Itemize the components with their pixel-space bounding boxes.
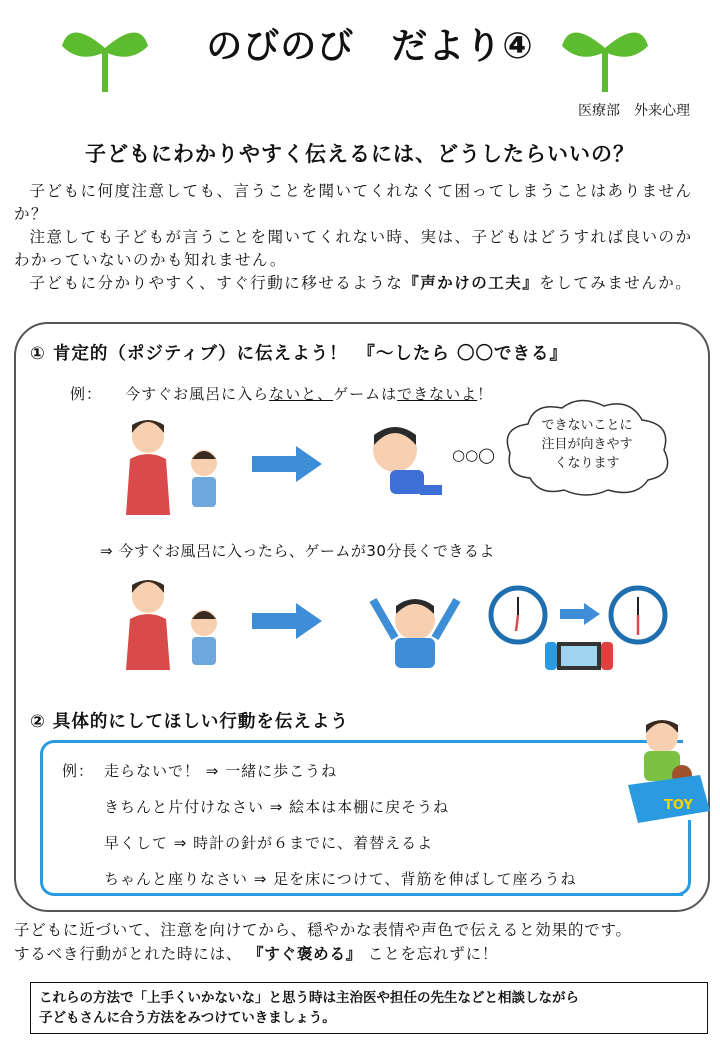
positive-example: ⇒ 今すぐお風呂に入ったら、ゲームが30分長くできるよ	[100, 542, 495, 560]
headline: 子どもにわかりやすく伝えるには、どうしたらいいの？	[85, 142, 635, 166]
examples-frame-right	[674, 820, 691, 896]
example-row: きちんと片付けなさい ⇒ 絵本は本棚に戻そうね	[104, 798, 450, 816]
praise-emphasis: 『すぐ褒める』	[247, 945, 363, 963]
sprout-left-icon	[60, 18, 150, 93]
section-2-heading: ② 具体的にしてほしい行動を伝えよう	[30, 712, 349, 732]
thought-cloud-text: できないことに 注目が向きやす くなります	[541, 418, 633, 471]
newsletter-title: のびのび だより④	[206, 26, 534, 67]
happy-child-illustration	[365, 580, 465, 670]
crying-child-illustration	[350, 415, 450, 505]
svg-text:TOY: TOY	[664, 798, 693, 813]
calm-parent-illustration	[112, 575, 232, 670]
negative-example: 例： 今すぐお風呂に入らないと、ゲームはできないよ！	[70, 385, 494, 403]
footer-line-2: するべき行動がとれた時には、 『すぐ褒める』 ことを忘れずに！	[14, 945, 499, 963]
intro-paragraph-3: 子どもに分かりやすく、すぐ行動に移せるような『声かけの工夫』をしてみませんか。	[29, 274, 693, 292]
thought-dots: ○○◯	[452, 446, 495, 464]
clock-icon	[488, 585, 548, 645]
footer-line-1: 子どもに近づいて、注意を向けてから、穏やかな表情や声色で伝えると効果的です。	[14, 921, 632, 939]
example-row: 早くして ⇒ 時計の針が６までに、着替えるよ	[104, 834, 434, 852]
right-arrow-icon	[252, 446, 322, 482]
advice-note	[30, 982, 708, 1034]
game-console-icon	[545, 640, 613, 672]
example-row: 走らないで！ ⇒ 一緒に歩こうね	[104, 762, 338, 780]
intro-paragraph-1: 子どもに何度注意しても、言うことを聞いてくれなくて困ってしまうことはありませんか？	[14, 182, 693, 223]
right-arrow-icon	[252, 603, 322, 639]
emphasis-text: 『声かけの工夫』	[403, 274, 540, 292]
examples-label: 例：	[62, 762, 95, 780]
example-row: ちゃんと座りなさい ⇒ 足を床につけて、背筋を伸ばして座ろうね	[104, 870, 577, 888]
clock-later-icon	[608, 585, 668, 645]
small-arrow-icon	[560, 603, 600, 625]
intro-text	[14, 180, 704, 295]
note-line-1: これらの方法で「上手くいかないな」と思う時は主治医や担任の先生などと相談しながら	[39, 990, 579, 1006]
department-label: 医療部 外来心理	[578, 103, 690, 119]
note-line-2: 子どもさんに合う方法をみつけていきましょう。	[39, 1010, 336, 1026]
toy-box-illustration	[620, 715, 715, 825]
section-1-heading: ① 肯定的（ポジティブ）に伝えよう！ 『～したら 〇〇できる』	[30, 344, 569, 364]
footer-text	[14, 918, 714, 966]
intro-paragraph-2: 注意しても子どもが言うことを聞いてくれない時、実は、子どもはどうすれば良いのかわかっていないのかも知れません。	[14, 228, 693, 269]
scolding-parent-illustration	[112, 415, 232, 515]
